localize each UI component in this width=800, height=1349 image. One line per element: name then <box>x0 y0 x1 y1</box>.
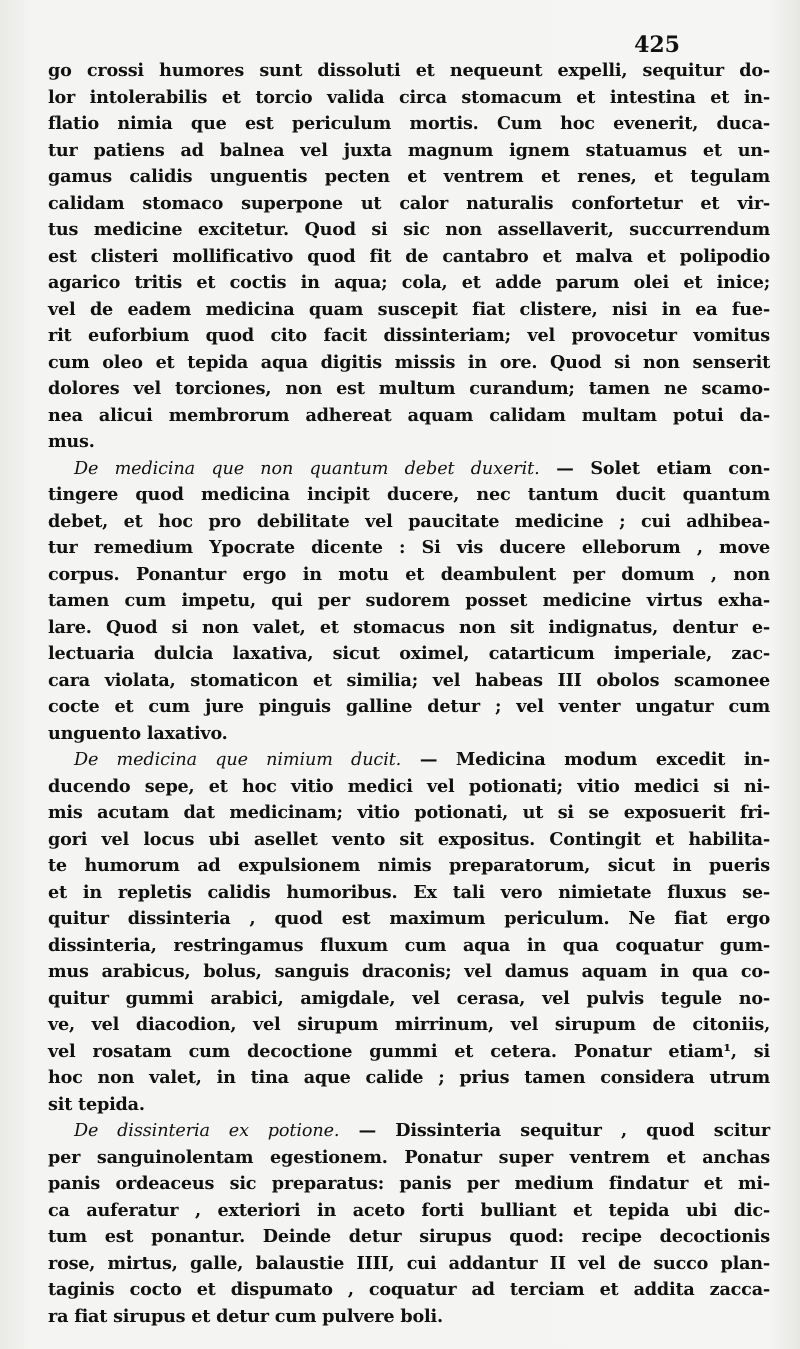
line-text: ve, vel diacodion, vel sirupum mirrinum, vel sirupum de citoniis, <box>48 1014 770 1035</box>
text-line <box>48 588 770 615</box>
text-line <box>48 906 770 933</box>
page-number: 425 <box>634 32 680 58</box>
text-line <box>48 562 770 589</box>
line-text: lor intolerabilis et torcio valida circa stomacum et intestina et in- <box>48 86 770 108</box>
text-line <box>48 244 770 271</box>
text-line <box>48 827 770 854</box>
text-line <box>48 164 770 191</box>
line-text: lare. Quod si non valet, et stomacus non sit indignatus, dentur e- <box>48 616 770 638</box>
line-text: dolores vel torciones, non est multum curandum; tamen ne scamo- <box>48 378 770 399</box>
text-line <box>48 376 770 403</box>
text-line <box>48 1198 770 1225</box>
line-text: rose, mirtus, galle, balaustie IIII, cui addantur II vel de succo plan- <box>48 1252 770 1274</box>
text-line <box>48 694 770 721</box>
text-line <box>48 297 770 324</box>
line-text: te humorum ad expulsionem nimis preparatorum, sicut in pueris <box>48 855 770 876</box>
text-line <box>48 509 770 536</box>
text-line <box>48 270 770 297</box>
line-text: quitur gummi arabici, amigdale, vel cerasa, vel pulvis tegule no- <box>48 987 770 1009</box>
line-text: unguento laxativo. <box>48 722 228 744</box>
line-text: ca auferatur , exteriori in aceto forti bulliant et tepida ubi dic- <box>48 1199 770 1221</box>
text-line <box>48 111 770 138</box>
line-text: ducendo sepe, et hoc vitio medici vel potionati; vitio medici si ni- <box>48 775 770 797</box>
text-line <box>48 482 770 509</box>
text-line <box>48 880 770 907</box>
text-line <box>48 58 770 85</box>
text-line <box>48 1171 770 1198</box>
line-text: rit euforbium quod cito facit dissinteriam; vel provocetur vomitus <box>48 325 770 346</box>
line-text: per sanguinolentam egestionem. Ponatur super ventrem et anchas <box>48 1146 770 1168</box>
text-line <box>48 323 770 350</box>
line-text: tus medicine excitetur. Quod si sic non assellaverit, succurrendum <box>48 219 770 240</box>
text-line <box>48 429 770 456</box>
line-text: lectuaria dulcia laxativa, sicut oximel, catarticum imperiale, zac- <box>48 643 770 664</box>
line-text: tingere quod medicina incipit ducere, nec tantum ducit quantum <box>48 484 770 505</box>
line-text: quitur dissinteria , quod est maximum periculum. Ne fiat ergo <box>48 908 770 929</box>
text-line <box>48 1145 770 1172</box>
text-line <box>48 403 770 430</box>
text-line <box>48 191 770 218</box>
section-heading-line <box>48 1118 770 1145</box>
text-line <box>48 1304 770 1331</box>
text-line <box>48 1277 770 1304</box>
text-line <box>48 1251 770 1278</box>
line-text: et in repletis calidis humoribus. Ex tali vero nimietate fluxus se- <box>48 881 770 903</box>
line-text: — Dissinteria sequitur , quod scitur <box>339 1120 770 1141</box>
section-heading: De medicina que nimium ducit. <box>74 750 402 770</box>
line-text: hoc non valet, in tina aque calide ; prius tamen considera utrum <box>48 1067 770 1088</box>
line-text: tur patiens ad balnea vel juxta magnum ignem statuamus et un- <box>48 139 770 161</box>
text-line <box>48 800 770 827</box>
line-text: est clisteri mollificativo quod fit de cantabro et malva et polipodio <box>48 245 770 267</box>
text-line <box>48 986 770 1013</box>
section-heading-line <box>48 747 770 774</box>
line-text: cum oleo et tepida aqua digitis missis in ore. Quod si non senserit <box>48 351 770 373</box>
section-heading-line <box>48 456 770 483</box>
line-text: flatio nimia que est periculum mortis. Cum hoc evenerit, duca- <box>48 113 770 134</box>
line-text: vel rosatam cum decoctione gummi et cetera. Ponatur etiam¹, si <box>48 1040 770 1062</box>
line-text: debet, et hoc pro debilitate vel paucitate medicine ; cui adhibea- <box>48 510 770 532</box>
line-text: dissinteria, restringamus fluxum cum aqua in qua coquatur gum- <box>48 934 770 956</box>
text-line <box>48 668 770 695</box>
line-text: tur remedium Ypocrate dicente : Si vis ducere elleborum , move <box>48 537 770 558</box>
line-text: panis ordeaceus sic preparatus: panis per medium findatur et mi- <box>48 1173 770 1194</box>
text-line <box>48 535 770 562</box>
text-line <box>48 350 770 377</box>
text-line <box>48 1092 770 1119</box>
text-body <box>48 58 770 1330</box>
line-text: gori vel locus ubi asellet vento sit expositus. Contingit et habilita- <box>48 828 770 850</box>
text-line <box>48 721 770 748</box>
text-line <box>48 615 770 642</box>
line-text: calidam stomaco superpone ut calor naturalis confortetur et vir- <box>48 192 770 214</box>
text-line <box>48 1039 770 1066</box>
line-text: mus arabicus, bolus, sanguis draconis; vel damus aquam in qua co- <box>48 961 770 982</box>
text-line <box>48 85 770 112</box>
line-text: sit tepida. <box>48 1093 145 1115</box>
line-text: vel de eadem medicina quam suscepit fiat clistere, nisi in ea fue- <box>48 298 770 320</box>
line-text: cocte et cum jure pinguis galline detur ; vel venter ungatur cum <box>48 696 770 717</box>
line-text: taginis cocto et dispumato , coquatur ad terciam et addita zacca- <box>48 1279 770 1300</box>
line-text: ra fiat sirupus et detur cum pulvere boli. <box>48 1305 443 1327</box>
line-text: agarico tritis et coctis in aqua; cola, et adde parum olei et inice; <box>48 272 770 293</box>
text-line <box>48 774 770 801</box>
line-text: corpus. Ponantur ergo in motu et deambulent per domum , non <box>48 563 770 585</box>
line-text: cara violata, stomaticon et similia; vel habeas III obolos scamonee <box>48 669 770 691</box>
line-text: — Solet etiam con- <box>539 457 770 479</box>
line-text: mus. <box>48 431 95 452</box>
section-heading: De dissinteria ex potione. <box>74 1121 340 1141</box>
line-text: mis acutam dat medicinam; vitio potionati, ut si se exposuerit fri- <box>48 802 770 823</box>
text-line <box>48 933 770 960</box>
line-text: tum est ponantur. Deinde detur sirupus quod: recipe decoctionis <box>48 1226 770 1247</box>
line-text: nea alicui membrorum adhereat aquam calidam multam potui da- <box>48 404 770 426</box>
text-line <box>48 1012 770 1039</box>
section-heading: De medicina que non quantum debet duxerit. <box>74 458 540 479</box>
line-text: gamus calidis unguentis pecten et ventrem et renes, et tegulam <box>48 166 770 187</box>
text-line <box>48 853 770 880</box>
text-line <box>48 217 770 244</box>
line-text: — Medicina modum excedit in- <box>401 749 770 770</box>
line-text: go crossi humores sunt dissoluti et nequeunt expelli, sequitur do- <box>48 60 770 81</box>
text-line <box>48 1065 770 1092</box>
text-line <box>48 138 770 165</box>
text-line <box>48 1224 770 1251</box>
text-line <box>48 959 770 986</box>
line-text: tamen cum impetu, qui per sudorem posset medicine virtus exha- <box>48 590 770 611</box>
text-line <box>48 641 770 668</box>
